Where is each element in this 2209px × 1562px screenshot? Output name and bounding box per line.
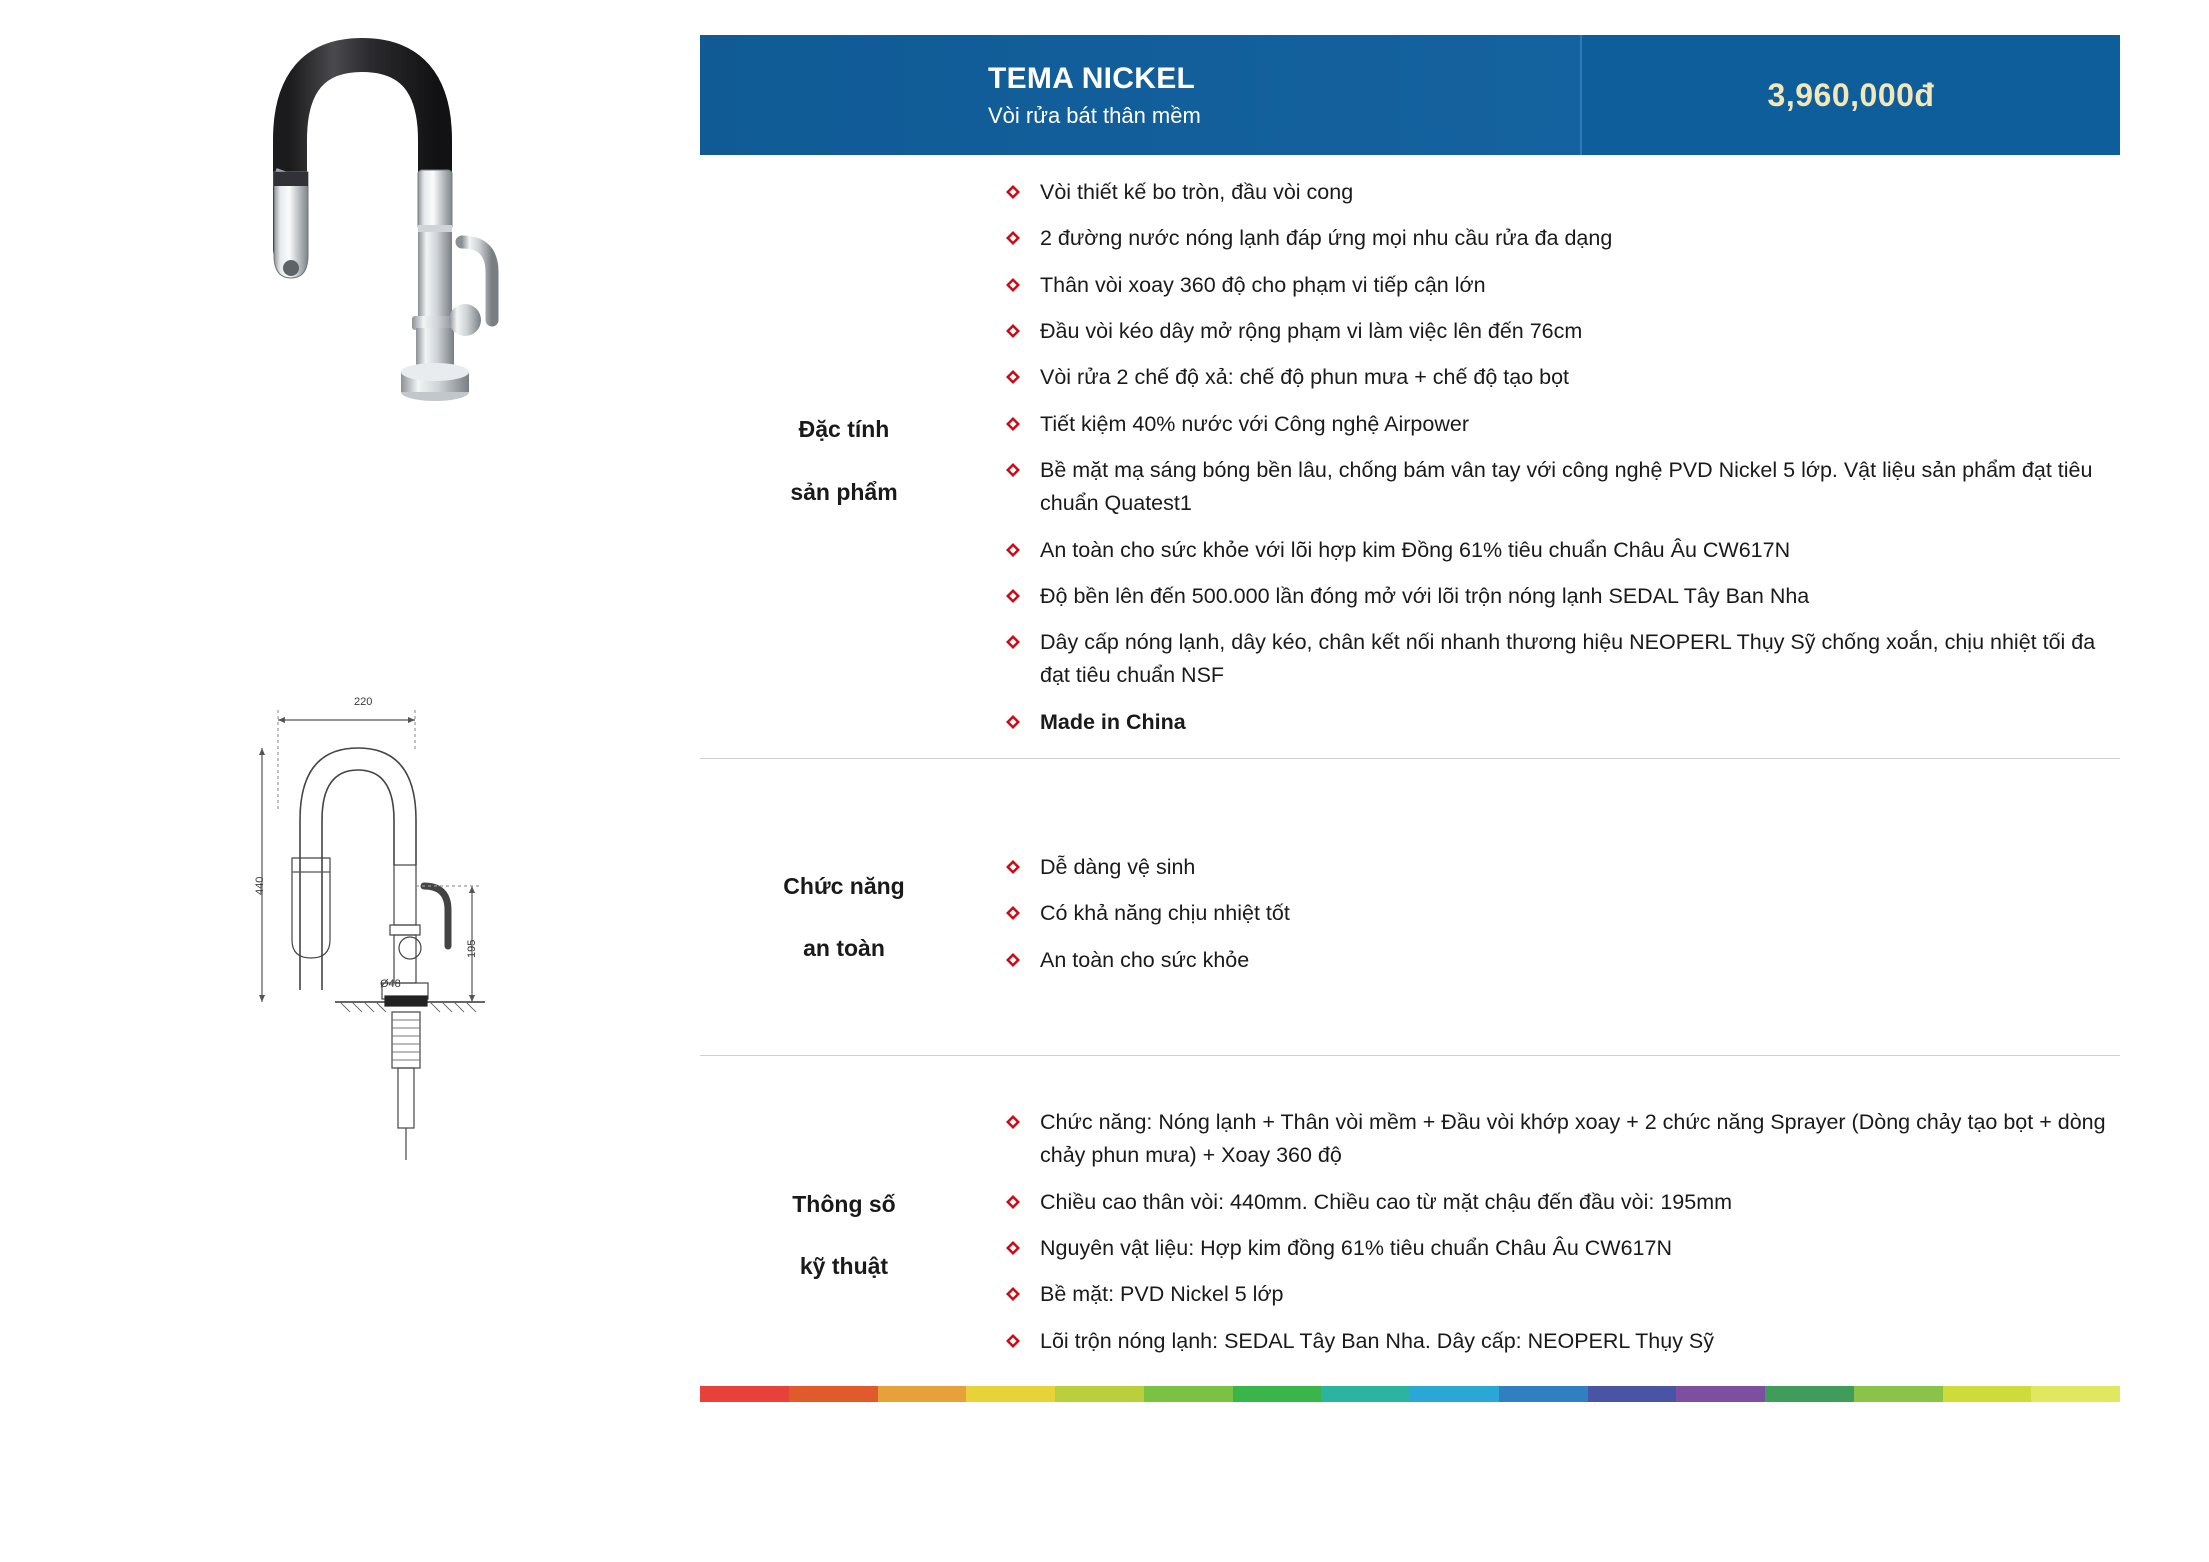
diamond-bullet-icon xyxy=(1006,860,1020,874)
safety-list xyxy=(988,851,2120,977)
diamond-bullet-icon xyxy=(1006,231,1020,245)
product-price: 3,960,000đ xyxy=(1767,76,1935,113)
list-item-text: Bề mặt: PVD Nickel 5 lớp xyxy=(1040,1282,1284,1307)
section-label-line1: Chức năng xyxy=(783,872,905,899)
list-item xyxy=(988,408,2120,441)
list-item-text: 2 đường nước nóng lạnh đáp ứng mọi nhu cầu rửa đa dạng xyxy=(1040,226,1613,251)
product-header-bar xyxy=(700,35,2120,155)
list-item-text: Dây cấp nóng lạnh, dây kéo, chân kết nối nhanh thương hiệu NEOPERL Thụy Sỹ chống xoắn, chịu nhiệt tối đa đạt tiêu chuẩn NSF xyxy=(1040,630,2096,688)
product-title: TEMA NICKEL xyxy=(988,62,1196,96)
section-divider xyxy=(700,758,2120,759)
faucet-photo-svg xyxy=(230,20,560,520)
footer-color-swatch xyxy=(1410,1386,1499,1402)
dimension-left-label: 440 xyxy=(254,876,266,895)
section-label-technical-specs xyxy=(700,1100,988,1371)
footer-color-bar xyxy=(700,1386,2120,1402)
list-item xyxy=(988,944,2120,977)
footer-color-swatch xyxy=(878,1386,967,1402)
list-item-text: Đầu vòi kéo dây mở rộng phạm vi làm việc lên đến 76cm xyxy=(1040,318,1583,343)
list-item-text: Chức năng: Nóng lạnh + Thân vòi mềm + Đầu vòi khớp xoay + 2 chức năng Sprayer (Dòng chảy tạo bọt + dòng chảy phun mưa) + Xoay 360 độ xyxy=(1040,1110,2106,1168)
section-label-line2: kỹ thuật xyxy=(799,1252,889,1279)
footer-color-swatch xyxy=(1499,1386,1588,1402)
list-item xyxy=(988,626,2120,693)
diamond-bullet-icon xyxy=(1006,417,1020,431)
feature-list xyxy=(988,176,2120,739)
list-item-text: Chiều cao thân vòi: 440mm. Chiều cao từ mặt chậu đến đầu vòi: 195mm xyxy=(1040,1189,1733,1214)
diamond-bullet-icon xyxy=(1006,1334,1020,1348)
diamond-bullet-icon xyxy=(1006,715,1020,729)
diamond-bullet-icon xyxy=(1006,953,1020,967)
section-divider xyxy=(700,1055,2120,1056)
section-label-line2: an toàn xyxy=(803,934,885,961)
footer-color-swatch xyxy=(1055,1386,1144,1402)
product-subtitle: Vòi rửa bát thân mềm xyxy=(988,102,1201,128)
list-item xyxy=(988,176,2120,209)
diamond-bullet-icon xyxy=(1006,1115,1020,1129)
section-body-technical-specs xyxy=(988,1100,2120,1371)
list-item xyxy=(988,454,2120,521)
list-item-text: Lõi trộn nóng lạnh: SEDAL Tây Ban Nha. Dây cấp: NEOPERL Thụy Sỹ xyxy=(1040,1328,1715,1353)
list-item xyxy=(988,897,2120,930)
diamond-bullet-icon xyxy=(1006,1287,1020,1301)
footer-color-swatch xyxy=(1676,1386,1765,1402)
list-item xyxy=(988,851,2120,884)
section-label-safety-functions xyxy=(700,845,988,990)
section-label-line1: Đặc tính xyxy=(798,416,890,443)
list-item-text: Dễ dàng vệ sinh xyxy=(1040,855,1196,879)
section-safety-functions xyxy=(700,845,2120,990)
list-item-text: Bề mặt mạ sáng bóng bền lâu, chống bám vân tay với công nghệ PVD Nickel 5 lớp. Vật liệu sản phẩm đạt tiêu chuẩn Quatest1 xyxy=(1040,457,2093,516)
list-item xyxy=(988,361,2120,394)
diamond-bullet-icon xyxy=(1006,463,1020,477)
list-item xyxy=(988,1106,2120,1173)
diamond-bullet-icon xyxy=(1006,278,1020,292)
section-label-product-features xyxy=(700,170,988,752)
footer-color-swatch xyxy=(1321,1386,1410,1402)
section-body-product-features xyxy=(988,170,2120,752)
list-item-text: Thân vòi xoay 360 độ cho phạm vi tiếp cận lớn xyxy=(1040,272,1486,297)
diamond-bullet-icon xyxy=(1006,543,1020,557)
footer-color-swatch xyxy=(1854,1386,1943,1402)
dimension-right-label: 195 xyxy=(466,939,478,958)
list-item xyxy=(988,1325,2120,1358)
list-item-text: Nguyên vật liệu: Hợp kim đồng 61% tiêu chuẩn Châu Âu CW617N xyxy=(1040,1235,1672,1260)
product-title-block xyxy=(700,35,1580,155)
list-item-text: An toàn cho sức khỏe xyxy=(1040,947,1250,972)
section-label-line2: sản phẩm xyxy=(790,478,898,505)
diamond-bullet-icon xyxy=(1006,635,1020,649)
list-item xyxy=(988,706,2120,739)
section-product-features xyxy=(700,170,2120,752)
footer-color-swatch xyxy=(966,1386,1055,1402)
list-item xyxy=(988,534,2120,567)
list-item-text: Có khả năng chịu nhiệt tốt xyxy=(1040,901,1290,926)
footer-color-swatch xyxy=(1765,1386,1854,1402)
footer-color-swatch xyxy=(2031,1386,2120,1402)
list-item-text: An toàn cho sức khỏe với lõi hợp kim Đồng 61% tiêu chuẩn Châu Âu CW617N xyxy=(1040,537,1791,562)
section-label-line1: Thông số xyxy=(792,1190,896,1217)
list-item xyxy=(988,222,2120,255)
list-item xyxy=(988,315,2120,348)
dimension-top-label: 220 xyxy=(354,696,373,708)
diamond-bullet-icon xyxy=(1006,1195,1020,1209)
product-info-column xyxy=(700,0,2209,1562)
product-price-block xyxy=(1582,35,2120,155)
diamond-bullet-icon xyxy=(1006,589,1020,603)
section-technical-specs xyxy=(700,1100,2120,1371)
footer-color-swatch xyxy=(1144,1386,1233,1402)
list-item-text: Made in China xyxy=(1040,709,1186,734)
list-item-text: Độ bền lên đến 500.000 lần đóng mở với lõi trộn nóng lạnh SEDAL Tây Ban Nha xyxy=(1040,583,1810,608)
dimension-diameter-label: Ø48 xyxy=(380,978,401,990)
list-item xyxy=(988,580,2120,613)
diamond-bullet-icon xyxy=(1006,1241,1020,1255)
footer-color-swatch xyxy=(789,1386,878,1402)
list-item xyxy=(988,1186,2120,1219)
list-item-text: Vòi rửa 2 chế độ xả: chế độ phun mưa + chế độ tạo bọt xyxy=(1040,365,1570,390)
list-item xyxy=(988,1278,2120,1311)
diamond-bullet-icon xyxy=(1006,324,1020,338)
list-item xyxy=(988,269,2120,302)
list-item-text: Tiết kiệm 40% nước với Công nghệ Airpower xyxy=(1040,411,1469,436)
footer-color-swatch xyxy=(700,1386,789,1402)
list-item-text: Vòi thiết kế bo tròn, đầu vòi cong xyxy=(1040,180,1354,204)
diamond-bullet-icon xyxy=(1006,906,1020,920)
spec-list xyxy=(988,1106,2120,1358)
technical-drawing-svg xyxy=(240,690,580,1310)
section-body-safety-functions xyxy=(988,845,2120,990)
product-image-column xyxy=(0,0,700,1562)
technical-drawing xyxy=(240,690,580,1310)
diamond-bullet-icon xyxy=(1006,370,1020,384)
product-photo xyxy=(230,20,560,520)
footer-color-swatch xyxy=(1588,1386,1677,1402)
footer-color-swatch xyxy=(1233,1386,1322,1402)
footer-color-swatch xyxy=(1943,1386,2032,1402)
list-item xyxy=(988,1232,2120,1265)
diamond-bullet-icon xyxy=(1006,185,1020,199)
